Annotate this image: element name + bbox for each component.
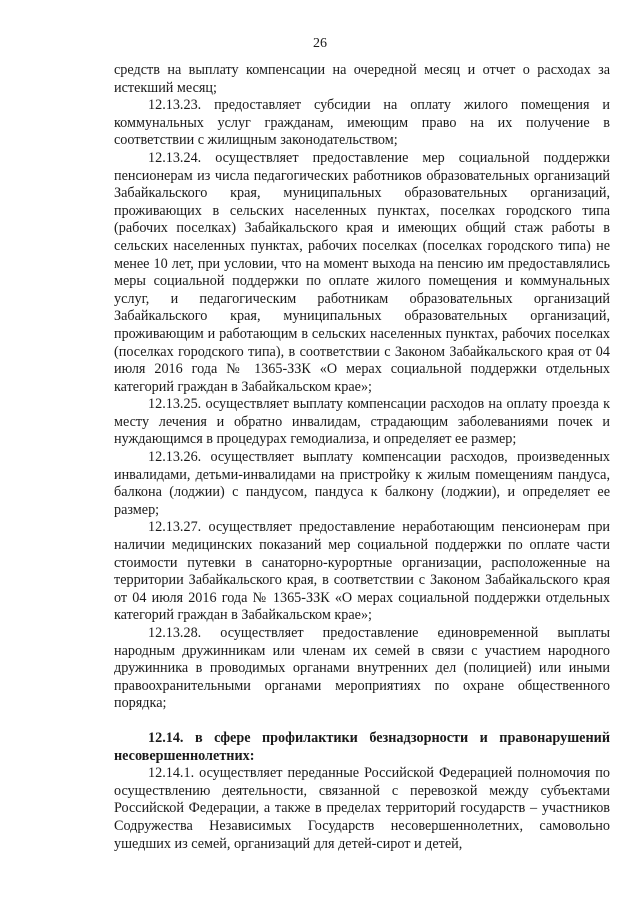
paragraph-12-13-26: 12.13.26. осуществляет выплату компенсации расходов, произведенных инвалидами, детьми-инвалидами на пристройку к жилым помещениям пандуса, балкона (лоджии) с пандусом, пандуса к балкону (лоджии), и определяет ее размер; (114, 449, 610, 518)
section-heading-12-14: 12.14. в сфере профилактики безнадзорности и правонарушений несовершеннолетних: (114, 729, 610, 764)
paragraph-12-13-28: 12.13.28. осуществляет предоставление единовременной выплаты народным дружинникам или членам их семей в связи с участием народного дружинника в проводимых органами внутренних дел (полицией) или иными правоохранительными органами мероприятиях по охране общественного порядка; (114, 625, 610, 712)
document-body (114, 62, 610, 853)
paragraph-12-13-27: 12.13.27. осуществляет предоставление неработающим пенсионерам при наличии медицинских показаний мер социальной поддержки по оплате части стоимости путевки в санаторно-курортные организации, расположенные на территории Забайкальского края, в соответствии с Законом Забайкальского края от 04 июля 2016 года № 1365-ЗЗК «О мерах социальной поддержки отдельных категорий граждан в Забайкальском крае»; (114, 519, 610, 624)
page-number: 26 (313, 36, 327, 51)
paragraph-12-14-1: 12.14.1. осуществляет переданные Российской Федерацией полномочия по осуществлению деятельности, связанной с перевозкой между субъектами Российской Федерации, а также в пределах территорий государств – участников Содружества Независимых Государств несовершеннолетних, самовольно ушедших из семей, организаций для детей-сирот и детей, (114, 765, 610, 852)
paragraph-12-13-25: 12.13.25. осуществляет выплату компенсации расходов на оплату проезда к месту лечения и обратно инвалидам, страдающим заболеваниями почек и нуждающимся в процедурах гемодиализа, и определяет ее размер; (114, 396, 610, 448)
paragraph-12-13-23: 12.13.23. предоставляет субсидии на оплату жилого помещения и коммунальных услуг гражданам, имеющим право на их получение в соответствии с жилищным законодательством; (114, 97, 610, 149)
paragraph-12-13-24: 12.13.24. осуществляет предоставление мер социальной поддержки пенсионерам из числа педагогических работников образовательных организаций Забайкальского края, муниципальных образовательных организаций, проживающих в сельских населенных пунктах, поселках городского типа (рабочих поселках) Забайкальского края и имеющих общий стаж работы в сельских населенных пунктах, рабочих поселках (поселках городского типа) не менее 10 лет, при условии, что на момент выхода на пенсию им предоставлялись меры социальной поддержки по оплате жилого помещения и коммунальных услуг, и педагогическим работникам образовательных организаций Забайкальского края, муниципальных образовательных организаций, проживающим и работающим в сельских населенных пунктах, рабочих поселках (поселках городского типа), в соответствии с Законом Забайкальского края от 04 июля 2016 года № 1365-ЗЗК «О мерах социальной поддержки отдельных категорий граждан в Забайкальском крае»; (114, 149, 610, 395)
paragraph-continuation: средств на выплату компенсации на очередной месяц и отчет о расходах за истекший месяц; (114, 62, 610, 96)
